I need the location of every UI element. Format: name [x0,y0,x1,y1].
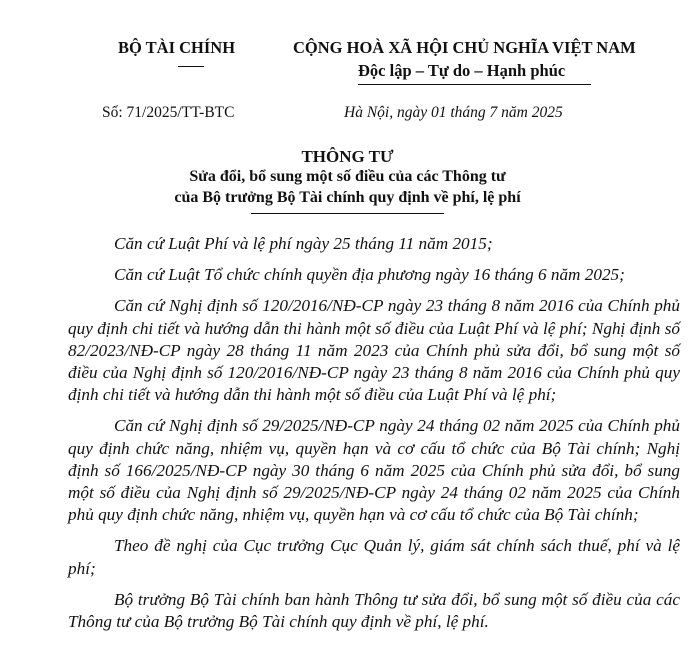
ministry-underline [178,66,204,67]
motto-underline [358,84,591,85]
document-subtitle-line1: Sửa đổi, bổ sung một số điều của các Thông tư [189,168,506,185]
legal-basis-paragraph: Căn cứ Nghị định số 120/2016/NĐ-CP ngày 23 tháng 8 năm 2016 của Chính phủ quy định chi tiết và hướng dẫn thi hành một số điều của Luật Phí và lệ phí; Nghị định số 82/2023/NĐ-CP ngày 28 tháng 11 năm 2023 của Chính phủ sửa đổi, bổ sung một số điều của Nghị định số 120/2016/NĐ-CP ngày 23 tháng 8 năm 2016 của Chính phủ quy định chi tiết và hướng dẫn thi hành một số điều của Luật Phí và lệ phí; [68,296,680,405]
document-type: THÔNG TƯ [301,147,394,166]
preamble [68,233,680,642]
nation-name: CỘNG HOÀ XÃ HỘI CHỦ NGHĨA VIỆT NAM [293,38,636,57]
enactment-paragraph: Bộ trưởng Bộ Tài chính ban hành Thông tư sửa đổi, bổ sung một số điều của các Thông tư của Bộ trưởng Bộ Tài chính quy định về phí, lệ phí. [68,589,680,632]
legal-basis-paragraph: Căn cứ Nghị định số 29/2025/NĐ-CP ngày 24 tháng 02 năm 2025 của Chính phủ quy định chức năng, nhiệm vụ, quyền hạn và cơ cấu tổ chức của Bộ Tài chính; Nghị định số 166/2025/NĐ-CP ngày 30 tháng 6 năm 2025 của Chính phủ sửa đổi, bổ sung một số điều của Nghị định số 29/2025/NĐ-CP ngày 24 tháng 02 năm 2025 của Chính phủ quy định chức năng, nhiệm vụ, quyền hạn và cơ cấu tổ chức của Bộ Tài chính; [68,416,680,525]
place-and-date: Hà Nội, ngày 01 tháng 7 năm 2025 [344,104,563,121]
document-subtitle-line2: của Bộ trưởng Bộ Tài chính quy định về phí, lệ phí [174,189,521,206]
legal-basis-paragraph: Căn cứ Luật Tổ chức chính quyền địa phương ngày 16 tháng 6 năm 2025; [114,265,625,285]
subtitle-underline [251,213,444,214]
ministry-name: BỘ TÀI CHÍNH [118,38,236,57]
national-motto: Độc lập – Tự do – Hạnh phúc [358,61,566,80]
legal-basis-paragraph: Căn cứ Luật Phí và lệ phí ngày 25 tháng 11 năm 2015; [114,234,493,253]
document-number: Số: 71/2025/TT-BTC [102,104,235,121]
proposal-paragraph: Theo đề nghị của Cục trưởng Cục Quản lý, giám sát chính sách thuế, phí và lệ phí; [68,536,680,578]
